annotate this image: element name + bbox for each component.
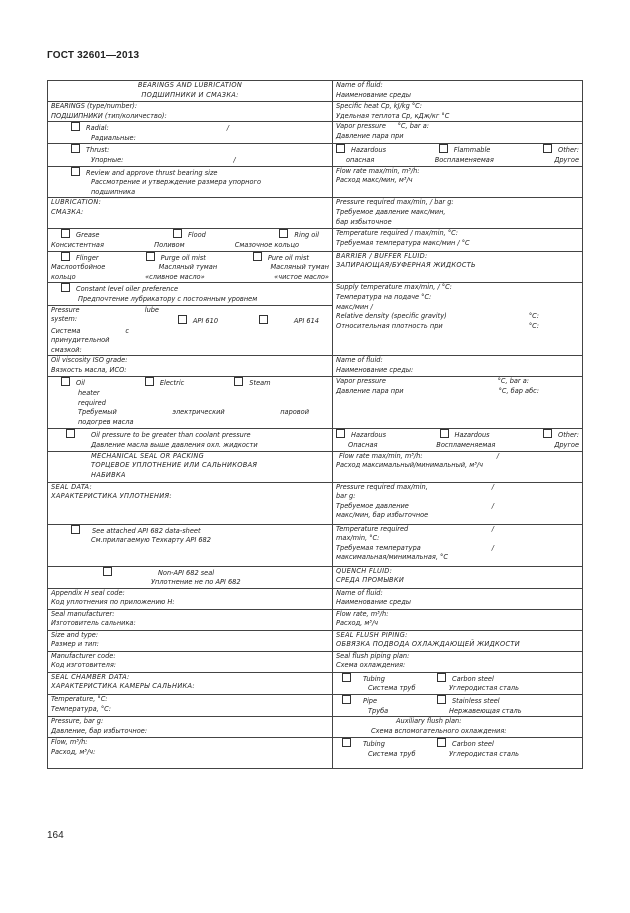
option-label-ru: кольцо bbox=[51, 272, 76, 281]
field-label-ru: подшипника bbox=[91, 187, 136, 196]
field-label-ru: Расход, м³/ч: bbox=[51, 747, 96, 756]
option-label-ru: Воспламеняемая bbox=[436, 441, 496, 450]
thrust-checkbox[interactable] bbox=[71, 144, 80, 153]
tubing-checkbox[interactable] bbox=[342, 673, 351, 682]
field-label: Seal flush piping plan: bbox=[336, 651, 410, 660]
option-label-ru: «чистое масло» bbox=[274, 272, 329, 281]
field-label: Supply temperature max/min, / °C: bbox=[336, 283, 452, 292]
table-row bbox=[48, 695, 583, 717]
other-checkbox[interactable] bbox=[543, 144, 552, 153]
table-cell bbox=[333, 524, 583, 566]
section-heading: BEARINGS AND LUBRICATION bbox=[137, 81, 243, 89]
api-614-checkbox[interactable] bbox=[259, 315, 268, 324]
hazardous-checkbox[interactable] bbox=[336, 429, 345, 438]
table-cell bbox=[48, 122, 333, 144]
table-cell bbox=[333, 609, 583, 630]
field-label-ru: Требуемый bbox=[78, 408, 117, 417]
table-row bbox=[48, 229, 583, 251]
section-heading: LUBRICATION: bbox=[51, 198, 102, 207]
field-label: Oil pressure to be greater than coolant pressure bbox=[91, 431, 251, 440]
table-cell bbox=[333, 630, 583, 651]
separator: / bbox=[491, 524, 494, 533]
option-label: Hazardous bbox=[351, 431, 387, 440]
table-row bbox=[48, 524, 583, 566]
table-cell bbox=[48, 609, 333, 630]
table-cell bbox=[333, 717, 583, 738]
other-checkbox[interactable] bbox=[543, 429, 552, 438]
section-heading-ru: СМАЗКА: bbox=[51, 207, 84, 216]
table-row bbox=[48, 630, 583, 651]
field-label-ru: бар избыточное bbox=[336, 217, 392, 226]
table-cell bbox=[333, 122, 583, 144]
field-label: Specific heat Cp, kJ/kg °C: bbox=[336, 102, 423, 110]
non-api-682-checkbox[interactable] bbox=[103, 567, 112, 576]
field-unit: °C: bbox=[528, 321, 539, 330]
option-label-ru: Система труб bbox=[368, 749, 416, 758]
field-label: Temperature required / max/min, °C: bbox=[336, 229, 458, 238]
table-cell bbox=[333, 429, 583, 451]
table-cell bbox=[333, 695, 583, 717]
section-heading: BARRIER / BUFFER FLUID: bbox=[336, 251, 428, 260]
separator: / bbox=[233, 155, 236, 164]
field-label: Vapor pressure bbox=[336, 377, 386, 386]
field-label: Pressure required max/min, bbox=[336, 482, 428, 491]
field-label-ru: Предпочтение лубрикатору с постоянным уровнем bbox=[78, 294, 258, 303]
table-cell bbox=[333, 738, 583, 769]
aux-carbon-steel-checkbox[interactable] bbox=[437, 738, 446, 747]
api-610-checkbox[interactable] bbox=[178, 315, 187, 324]
table-cell bbox=[48, 144, 333, 166]
field-label: Pressure bbox=[51, 305, 80, 314]
table-cell bbox=[48, 102, 333, 122]
field-label-ru: Код изготовителя: bbox=[51, 661, 117, 670]
option-label: Tubing bbox=[363, 740, 385, 749]
table-row bbox=[48, 672, 583, 694]
option-label-ru: Масляный туман bbox=[270, 263, 329, 272]
section-heading-ru: ЗАПИРАЮЩАЯ/БУФЕРНАЯ ЖИДКОСТЬ bbox=[336, 261, 476, 270]
field-label-ru: макс/мин / bbox=[336, 302, 373, 311]
option-label-ru: Маслоотбойное bbox=[51, 263, 106, 272]
option-label: Carbon steel bbox=[452, 740, 494, 749]
field-label: Pressure required max/min, / bar g: bbox=[336, 198, 454, 207]
field-label: Size and type: bbox=[51, 630, 99, 639]
field-label-ru: электрический bbox=[172, 408, 225, 417]
option-label-ru: Другое bbox=[554, 155, 579, 164]
field-label-ru: Требуемая температура bbox=[336, 543, 421, 552]
table-cell bbox=[333, 377, 583, 429]
table-cell bbox=[48, 229, 333, 251]
option-label-ru: Труба bbox=[368, 706, 389, 715]
table-row bbox=[48, 166, 583, 198]
table-row bbox=[48, 451, 583, 482]
field-label-ru: Давление пара при bbox=[336, 387, 404, 396]
field-label-ru: Давление, бар избыточное: bbox=[51, 726, 148, 735]
section-heading: SEAL FLUSH PIPING: bbox=[336, 630, 408, 639]
field-label-ru: паровой bbox=[280, 408, 309, 417]
pure-oil-mist-checkbox[interactable] bbox=[253, 252, 262, 261]
field-label-ru: Код уплотнения по приложению Н: bbox=[51, 598, 175, 607]
field-unit: °C, bar a: bbox=[497, 377, 529, 386]
table-cell bbox=[333, 566, 583, 588]
table-row bbox=[48, 356, 583, 377]
option-label-ru: Нержавеющая сталь bbox=[449, 706, 522, 715]
api-682-datasheet-checkbox[interactable] bbox=[71, 525, 80, 534]
section-heading-ru: СРЕДА ПРОМЫВКИ bbox=[336, 576, 405, 585]
table-cell bbox=[48, 630, 333, 651]
option-label-ru: Другое bbox=[554, 441, 579, 450]
table-cell bbox=[48, 695, 333, 717]
field-label-ru: макс/мин, бар избыточное bbox=[336, 511, 429, 520]
section-heading-ru: ОБВЯЗКА ПОДВОДА ОХЛАЖДАЮЩЕЙ ЖИДКОСТИ bbox=[336, 640, 520, 649]
separator: / bbox=[226, 124, 229, 133]
section-heading: SEAL CHAMBER DATA: bbox=[51, 672, 130, 681]
option-label: Other: bbox=[558, 431, 579, 440]
separator: / bbox=[491, 501, 494, 510]
field-label-ru: Относительная плотность при bbox=[336, 321, 443, 330]
section-heading-ru: ТОРЦЕВОЕ УПЛОТНЕНИЕ ИЛИ САЛЬНИКОВАЯ bbox=[91, 461, 258, 470]
field-label: Oil viscosity ISO grade: bbox=[51, 356, 128, 365]
option-label: Electric bbox=[159, 379, 185, 388]
field-label-ru: Изготовитель сальника: bbox=[51, 619, 136, 628]
flammable-checkbox[interactable] bbox=[440, 429, 449, 438]
field-label: Relative density (specific gravity) bbox=[336, 312, 447, 321]
field-label-ru: Схема вспомогательного охлаждения: bbox=[371, 726, 507, 735]
table-row bbox=[48, 198, 583, 229]
option-label: Grease bbox=[76, 231, 100, 240]
table-cell bbox=[48, 451, 333, 482]
option-label-ru: Поливом bbox=[154, 240, 185, 249]
aux-tubing-checkbox[interactable] bbox=[342, 738, 351, 747]
option-label: Carbon steel bbox=[452, 674, 494, 683]
table-cell bbox=[48, 672, 333, 694]
option-label: Flammable bbox=[453, 146, 491, 155]
table-cell bbox=[48, 429, 333, 451]
page-number: 164 bbox=[47, 830, 64, 841]
field-label: lube bbox=[144, 305, 159, 314]
flammable-checkbox[interactable] bbox=[439, 144, 448, 153]
field-label-ru: Давление пара при bbox=[336, 131, 404, 140]
table-row bbox=[48, 651, 583, 672]
field-label-ru: Радиальные: bbox=[91, 133, 136, 142]
field-label-ru: Система bbox=[51, 326, 81, 335]
field-label: Temperature required bbox=[336, 524, 409, 533]
ring-oil-checkbox[interactable] bbox=[279, 229, 288, 238]
table-cell bbox=[48, 166, 333, 198]
field-label-ru: Наименование среды bbox=[336, 90, 411, 99]
field-label: BEARINGS (type/number): bbox=[51, 102, 138, 110]
table-cell bbox=[333, 102, 583, 122]
table-row bbox=[48, 566, 583, 588]
field-label: Thrust: bbox=[86, 146, 110, 155]
field-label-ru: принудительной bbox=[51, 336, 110, 345]
table-row bbox=[48, 482, 583, 524]
radial-checkbox[interactable] bbox=[71, 122, 80, 131]
field-label-ru: Размер и тип: bbox=[51, 640, 99, 649]
field-label-ru: Расход максимальный/минимальный, м³/ч bbox=[336, 461, 483, 470]
field-label-ru: Упорные: bbox=[91, 155, 124, 164]
section-heading: MECHANICAL SEAL OR PACKING bbox=[91, 451, 205, 460]
table-cell bbox=[333, 283, 583, 356]
table-cell bbox=[333, 482, 583, 524]
option-label: API 614 bbox=[293, 317, 319, 326]
section-heading-ru: ПОДШИПНИКИ И СМАЗКА: bbox=[141, 90, 239, 99]
table-row bbox=[48, 102, 583, 122]
table-cell bbox=[333, 229, 583, 251]
field-label: Flow rate max/min, m³/h: bbox=[339, 451, 423, 460]
field-label-ru: максимальная/минимальная, °C bbox=[336, 553, 448, 562]
field-label: Vapor pressure bbox=[336, 122, 386, 131]
section-heading: QUENCH FLUID: bbox=[336, 566, 393, 575]
field-label-ru: Расход макс/мин, м³/ч bbox=[336, 176, 413, 185]
flinger-checkbox[interactable] bbox=[61, 252, 70, 261]
section-heading: SEAL DATA: bbox=[51, 482, 93, 491]
grease-checkbox[interactable] bbox=[61, 229, 70, 238]
table-row bbox=[48, 609, 583, 630]
separator: / bbox=[496, 451, 499, 460]
field-unit: °C, bar a: bbox=[397, 122, 429, 131]
option-label: Hazardous bbox=[351, 146, 387, 155]
field-label: Radial: bbox=[86, 124, 109, 133]
table-cell bbox=[48, 717, 333, 738]
pipe-checkbox[interactable] bbox=[342, 695, 351, 704]
table-row bbox=[48, 717, 583, 738]
field-label-ru: Вязкость масла, ИСО: bbox=[51, 366, 127, 375]
table-cell bbox=[48, 588, 333, 609]
field-label-ru: Требуемая температура макс/мин / °C bbox=[336, 238, 470, 247]
table-cell bbox=[48, 377, 333, 429]
option-label-ru: опасная bbox=[346, 155, 375, 164]
field-label-ru: подогрев масла bbox=[78, 417, 134, 426]
field-label: Temperature, °C: bbox=[51, 695, 108, 704]
table-cell bbox=[48, 524, 333, 566]
table-cell bbox=[48, 305, 333, 356]
table-cell bbox=[48, 566, 333, 588]
option-label-ru: Смазочное кольцо bbox=[234, 240, 299, 249]
field-label-ru: смазкой: bbox=[51, 345, 82, 354]
option-label: Flood bbox=[187, 231, 206, 240]
section-heading-ru: ХАРАКТЕРИСТИКА УПЛОТНЕНИЯ: bbox=[51, 492, 172, 501]
oil-heater-checkbox[interactable] bbox=[61, 377, 70, 386]
stainless-steel-checkbox[interactable] bbox=[437, 695, 446, 704]
table-row bbox=[48, 429, 583, 451]
option-label-ru: Консистентная bbox=[51, 240, 104, 249]
field-label-ru: См.прилагаемую Техкарту API 682 bbox=[91, 536, 211, 545]
option-label-ru: Углеродистая сталь bbox=[449, 749, 519, 758]
field-label-ru: Давление масла выше давления охл. жидкости bbox=[91, 441, 258, 450]
separator: / bbox=[491, 482, 494, 491]
table-row bbox=[48, 738, 583, 769]
carbon-steel-checkbox[interactable] bbox=[437, 673, 446, 682]
option-label-ru: Система труб bbox=[368, 684, 416, 693]
pump-datasheet-table bbox=[47, 80, 583, 769]
field-label: system: bbox=[51, 315, 78, 324]
field-label-ru: ПОДШИПНИКИ (тип/количество): bbox=[51, 111, 167, 120]
section-heading-ru: НАБИВКА bbox=[91, 470, 126, 479]
field-label: Auxiliary flush plan: bbox=[396, 717, 462, 726]
separator: / bbox=[491, 543, 494, 552]
table-cell bbox=[48, 251, 333, 283]
field-label: Constant level oiler preference bbox=[76, 285, 179, 294]
field-label: required bbox=[78, 398, 106, 407]
table-cell bbox=[333, 672, 583, 694]
field-label-ru: Уплотнение не по API 682 bbox=[151, 578, 241, 587]
field-label-ru: Наименование среды bbox=[336, 598, 411, 607]
field-label: Flow rate, m³/h: bbox=[336, 609, 389, 618]
field-label-ru: Наименование среды: bbox=[336, 366, 414, 375]
field-unit: °C: bbox=[528, 312, 539, 321]
table-row bbox=[48, 588, 583, 609]
field-label: max/min, °C: bbox=[336, 534, 380, 543]
field-label: See attached API 682 data-sheet bbox=[92, 526, 201, 535]
steam-heater-checkbox[interactable] bbox=[234, 377, 243, 386]
field-label-ru: Схема охлаждения: bbox=[336, 661, 406, 670]
option-label: Pipe bbox=[363, 697, 378, 706]
field-label: Manufacturer code: bbox=[51, 651, 116, 660]
section-heading-ru: ХАРАКТЕРИСТИКА КАМЕРЫ САЛЬНИКА: bbox=[51, 682, 195, 691]
hazardous-checkbox[interactable] bbox=[336, 144, 345, 153]
field-label: Name of fluid: bbox=[336, 588, 383, 597]
table-cell bbox=[48, 81, 333, 102]
document-header: ГОСТ 32601—2013 bbox=[47, 50, 140, 61]
option-label: Other: bbox=[558, 146, 579, 155]
field-label: Seal manufacturer: bbox=[51, 609, 115, 618]
field-label: Name of fluid: bbox=[336, 356, 383, 365]
option-label-ru: Углеродистая сталь bbox=[449, 684, 519, 693]
table-cell bbox=[48, 283, 333, 305]
option-label-ru: Масляный туман bbox=[158, 263, 218, 272]
option-label-ru: «сливное масло» bbox=[145, 272, 205, 281]
option-label: API 610 bbox=[192, 317, 219, 326]
table-cell bbox=[48, 356, 333, 377]
electric-heater-checkbox[interactable] bbox=[145, 377, 154, 386]
option-label-ru: Воспламеняемая bbox=[434, 155, 494, 164]
table-cell bbox=[333, 451, 583, 482]
table-cell bbox=[333, 356, 583, 377]
flood-checkbox[interactable] bbox=[173, 229, 182, 238]
table-cell bbox=[333, 166, 583, 198]
table-cell bbox=[48, 738, 333, 769]
table-cell bbox=[48, 482, 333, 524]
field-label: heater bbox=[78, 389, 100, 398]
option-label: Ring oil bbox=[294, 231, 319, 240]
field-label-ru: Температура на подаче °C: bbox=[336, 292, 432, 301]
purge-oil-mist-checkbox[interactable] bbox=[146, 252, 155, 261]
field-label: Pressure, bar g: bbox=[51, 717, 104, 726]
table-cell bbox=[333, 651, 583, 672]
field-label-ru: с bbox=[125, 326, 129, 335]
field-label: Review and approve thrust bearing size bbox=[86, 168, 218, 177]
option-label: Oil bbox=[76, 379, 85, 388]
option-label: Steam bbox=[249, 379, 271, 388]
table-row bbox=[48, 251, 583, 283]
table-cell bbox=[48, 198, 333, 229]
option-label: Tubing bbox=[363, 674, 385, 683]
field-label: Appendix H seal code: bbox=[51, 588, 125, 597]
field-label: Name of fluid: bbox=[336, 81, 383, 89]
field-label-ru: Температура, °C: bbox=[51, 704, 111, 713]
option-label: Pure oil mist bbox=[267, 253, 309, 262]
table-cell bbox=[333, 81, 583, 102]
field-label-ru: Рассмотрение и утверждение размера упорного bbox=[91, 178, 262, 187]
field-label: bar g: bbox=[336, 492, 356, 501]
table-cell bbox=[333, 588, 583, 609]
option-label-ru: Опасная bbox=[348, 441, 378, 450]
table-row bbox=[48, 377, 583, 429]
field-label-ru: Удельная теплота Cp, кДж/кг °C bbox=[336, 111, 450, 120]
field-label: Flow, m³/h: bbox=[51, 738, 88, 747]
option-label: Purge oil mist bbox=[160, 253, 206, 262]
field-label-ru: Требуемое давление макс/мин, bbox=[336, 207, 446, 216]
option-label: Hazardous bbox=[454, 431, 490, 440]
review-thrust-checkbox[interactable] bbox=[71, 167, 80, 176]
oil-pressure-checkbox[interactable] bbox=[66, 429, 75, 438]
table-cell bbox=[333, 251, 583, 283]
field-label: Non-API 682 seal bbox=[158, 568, 215, 577]
table-row bbox=[48, 122, 583, 144]
field-unit: °C, бар абс: bbox=[498, 387, 539, 396]
table-cell bbox=[333, 144, 583, 166]
field-label-ru: Требуемое давление bbox=[336, 501, 409, 510]
option-label: Flinger bbox=[76, 253, 99, 262]
constant-level-oiler-checkbox[interactable] bbox=[61, 283, 70, 292]
field-label: Flow rate max/min, m³/h: bbox=[336, 166, 420, 175]
option-label: Stainless steel bbox=[452, 697, 500, 706]
field-label-ru: Расход, м³/ч bbox=[336, 619, 379, 628]
table-row bbox=[48, 144, 583, 166]
table-row bbox=[48, 283, 583, 305]
table-cell bbox=[333, 198, 583, 229]
table-row bbox=[48, 81, 583, 102]
table-cell bbox=[48, 651, 333, 672]
